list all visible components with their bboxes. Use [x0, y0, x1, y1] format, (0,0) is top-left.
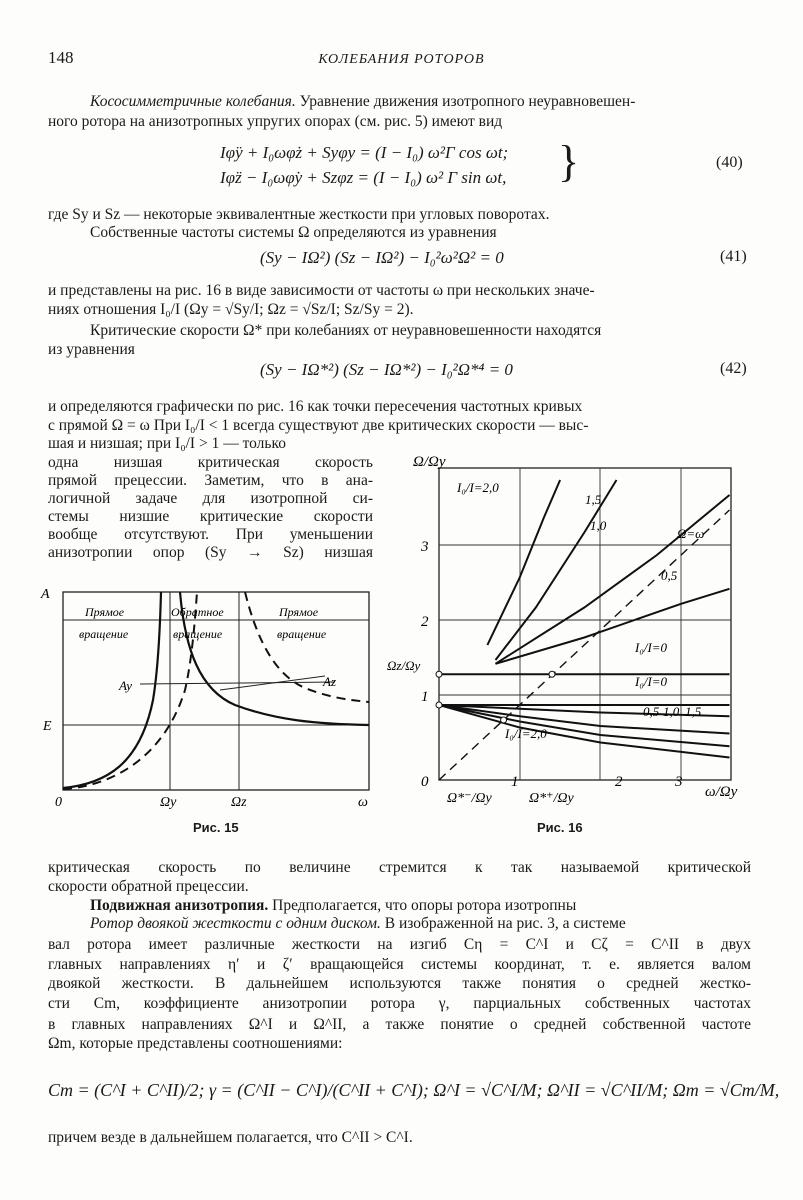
- para2-line2: Собственные частоты системы Ω определяются из уравнения: [90, 224, 497, 241]
- fig16-curves: [436, 480, 730, 780]
- para1-lead: Кососимметричные колебания.: [90, 93, 296, 110]
- fig16-xtick-2: 2: [615, 774, 623, 790]
- para5-italic-lead: Ротор двоякой жесткости с одним диском.: [90, 915, 381, 932]
- fig16-ytick-1: 1: [421, 689, 429, 705]
- fig16-series-4: [496, 495, 730, 664]
- fig16-ytick-2: 2: [421, 614, 429, 630]
- fig16-x-axis: ω/Ωy: [705, 784, 738, 800]
- eq40-brace: }: [558, 137, 580, 186]
- fig16-curve-label-9: 1,5: [685, 704, 702, 719]
- fig15-ay-label: Ay: [119, 678, 132, 693]
- fig16-curve-label-6: I₀/I=0: [635, 674, 668, 689]
- fig16-xtick-1: 1: [511, 774, 519, 790]
- fig15-ay-curve-left: [63, 592, 161, 788]
- fig16-curve-label-5: I₀/I=0: [635, 640, 668, 655]
- fig15-az-label: Az: [323, 674, 336, 689]
- para4-line7: стемы низшие критические скорости: [48, 508, 373, 525]
- eq40-line1: Iφ̈y + I₀ωφ̇z + Syφy = (I − I₀) ω²Γ cos ωt;: [220, 143, 509, 162]
- fig16-ytick-0: 0: [421, 774, 429, 790]
- para5-line5: вал ротора имеет различные жесткости на изгиб Cη = C^I и Cζ = C^II в двух: [48, 936, 751, 953]
- para5-bold-lead: Подвижная анизотропия.: [90, 897, 269, 914]
- fig16-xtick-3: 3: [675, 774, 683, 790]
- fig16-curve-label-2: 1,0: [590, 518, 607, 533]
- fig15-region2-bottom: вращение: [173, 627, 223, 641]
- para5-line3: [90, 896, 576, 916]
- para3-line3: Критические скорости Ω* при колебаниях от неуравновешенности находятся: [90, 322, 602, 339]
- para3-line4: из уравнения: [48, 341, 135, 358]
- para1-line1: [90, 92, 635, 112]
- page-number: 148: [48, 48, 74, 67]
- fig15-caption: Рис. 15: [193, 820, 239, 835]
- para5-line3-rest: Предполагается, что опоры ротора изотропны: [268, 897, 577, 914]
- eq41: (Sy − IΩ²) (Sz − IΩ²) − I₀²ω²Ω² = 0: [260, 248, 504, 267]
- fig15-region2-top: Обратное: [171, 605, 224, 619]
- para4-line6: логичной задаче для изотропной си-: [48, 490, 373, 507]
- fig15-region3-bottom: вращение: [277, 627, 327, 641]
- para4-line1: и определяются графически по рис. 16 как точки пересечения частотных кривых: [48, 398, 583, 415]
- para5-line8: сти Cm, коэффициенте анизотропии ротора γ, парциальных собственных частотах: [48, 995, 751, 1012]
- fig16-curve-label-8: 1,0: [663, 704, 680, 719]
- fig16-intersection-3: [436, 702, 442, 708]
- para5-line9: в главных направлениях Ω^I и Ω^II, а также понятие о средней собственной частоте: [48, 1016, 751, 1033]
- para5-line1: критическая скорость по величине стремится к так называемой критической: [48, 859, 751, 876]
- fig15-y-axis: A: [41, 587, 50, 602]
- fig16-intersection-1: [501, 717, 507, 723]
- para5-line10: Ωm, которые представлены соотношениями:: [48, 1035, 343, 1052]
- para1-line2: ного ротора на анизотропных упругих опорах (см. рис. 5) имеют вид: [48, 113, 503, 130]
- para4-line4: одна низшая критическая скорость: [48, 454, 373, 471]
- eq40-number: (40): [716, 154, 743, 171]
- fig16-intersection-0: [549, 671, 555, 677]
- last-line: причем везде в дальнейшем полагается, что C^II > C^I.: [48, 1129, 413, 1146]
- eq42-number: (42): [720, 360, 747, 377]
- para4-line5: прямой прецессии. Заметим, что в ана-: [48, 472, 373, 489]
- para5-line2: скорости обратной прецессии.: [48, 878, 249, 895]
- fig15-frame: [63, 592, 369, 790]
- fig16-curve-label-4: 0,5: [661, 568, 678, 583]
- fig15-xtick-omega-z: Ωz: [231, 795, 247, 810]
- fig15-region1-bottom: вращение: [79, 627, 129, 641]
- fig16-ytick-3: 3: [421, 539, 429, 555]
- fig16-curve-label-10: I₀/I=2,0: [505, 726, 547, 741]
- para4-line8: вообще отсутствуют. При уменьшении: [48, 526, 373, 543]
- fig15-e-label: E: [43, 719, 52, 734]
- para5-line4: [90, 914, 626, 934]
- fig16-intersection-2: [436, 671, 442, 677]
- para4-line9: анизотропии опор (Sy → Sz) низшая: [48, 544, 373, 561]
- fig15-origin: 0: [55, 795, 62, 810]
- fig16-series-3: [496, 589, 730, 664]
- para3-line2: ниях отношения I₀/I (Ωy = √Sy/I; Ωz = √Sz/I; Sz/Sy = 2).: [48, 301, 414, 318]
- para5-line4-rest: В изображенной на рис. 3, a системе: [380, 915, 626, 932]
- fig16-marker-plus: Ω*⁺/Ωy: [529, 791, 574, 806]
- eq40-line2: Iφ̈z − I₀ωφ̇y + Szφz = (I − I₀) ω² Γ sin ωt,: [220, 168, 507, 187]
- fig15-region1-top: Прямое: [85, 605, 125, 619]
- eq42: (Sy − IΩ*²) (Sz − IΩ*²) − I₀²Ω*⁴ = 0: [260, 360, 513, 379]
- fig15-xtick-omega-y: Ωy: [160, 795, 177, 810]
- fig15-region3-top: Прямое: [279, 605, 319, 619]
- para5-line6: главных направлениях η′ и ζ′ вращающейся системы координат, т. е. является валом: [48, 956, 751, 973]
- para3-line1: и представлены на рис. 16 в виде зависимости от частоты ω при нескольких значе-: [48, 282, 595, 299]
- fig16-caption: Рис. 16: [537, 820, 583, 835]
- para4-line3: шая и низшая; при I₀/I > 1 — только: [48, 435, 286, 452]
- para4-line2: с прямой Ω = ω При I₀/I < 1 всегда существуют две критических скорости — выс-: [48, 417, 589, 434]
- para5-line7: двоякой жесткости. В дальнейшем используются также понятия о средней жестко-: [48, 975, 751, 992]
- figure-16: [385, 440, 765, 815]
- fig15-xtick-omega: ω: [358, 795, 368, 810]
- fig16-curve-label-0: I₀/I=2,0: [457, 480, 499, 495]
- fig16-curve-label-7: 0,5: [643, 704, 660, 719]
- fig15-ay-leader: [140, 682, 335, 684]
- fig16-marker-minus: Ω*⁻/Ωy: [447, 791, 492, 806]
- fig16-curve-label-1: 1,5: [585, 492, 602, 507]
- eq41-number: (41): [720, 248, 747, 265]
- para1-line1-rest: Уравнение движения изотропного неуравновешен-: [295, 93, 636, 110]
- figure-15: [35, 580, 380, 810]
- para2-line1: где Sy и Sz — некоторые эквивалентные жесткости при угловых поворотах.: [48, 206, 550, 223]
- running-title: КОЛЕБАНИЯ РОТОРОВ: [318, 52, 485, 67]
- fig16-y-axis: Ω/Ωy: [413, 454, 446, 470]
- fig16-ytick-omega-z: Ωz/Ωy: [387, 658, 421, 673]
- final-equation: Cm = (C^I + C^II)/2; γ = (C^II − C^I)/(C^II + C^I); Ω^I = √C^I/M; Ω^II = √C^II/M; Ωm = √Cm/M,: [48, 1080, 780, 1100]
- fig16-curve-label-3: Ω=ω: [677, 526, 705, 541]
